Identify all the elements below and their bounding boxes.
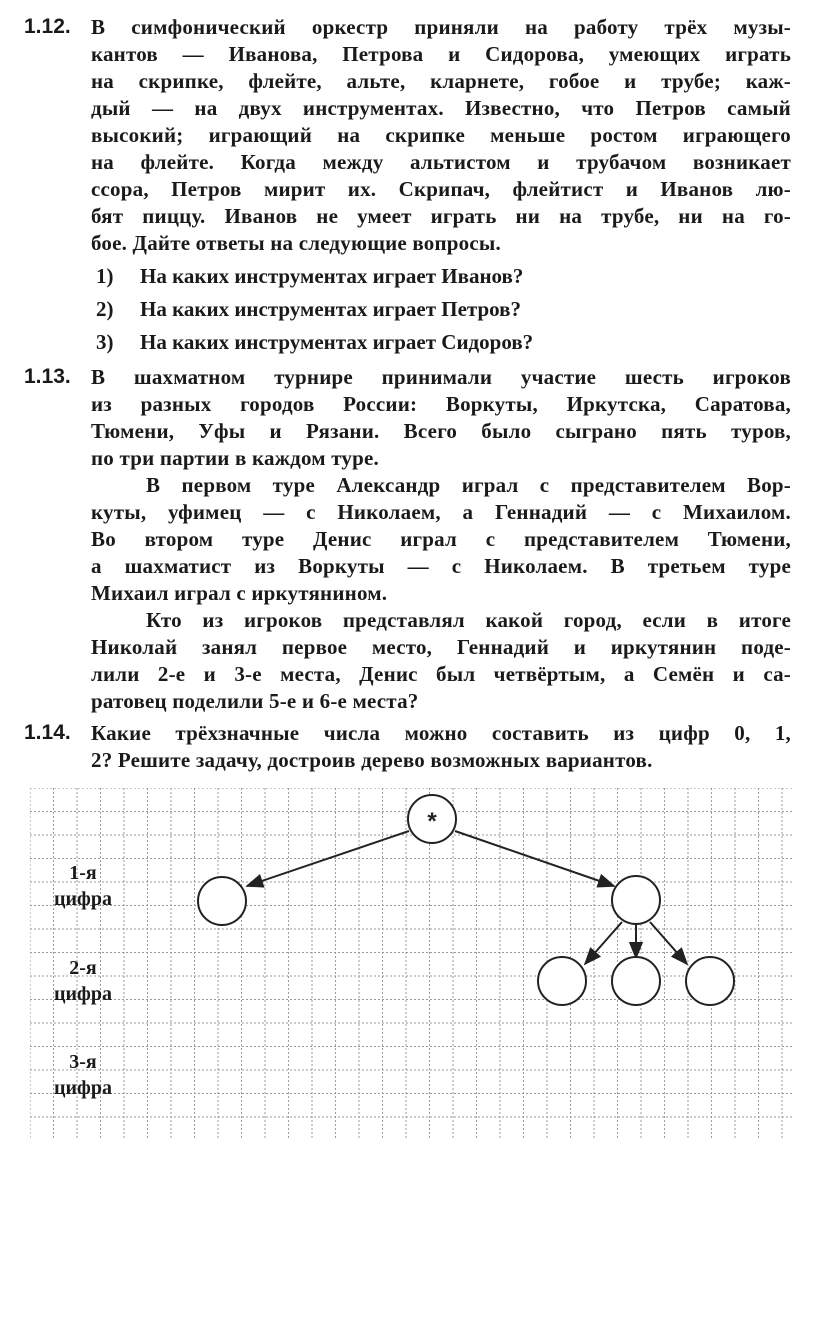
node-level2-c bbox=[686, 957, 734, 1005]
text-line: на флейте. Когда между альтистом и трубачом возникает bbox=[91, 150, 791, 174]
row-label-line: 2-я bbox=[69, 957, 97, 979]
text-line: Николай занял первое место, Геннадий и иркутянин поде- bbox=[91, 635, 791, 659]
text-line: куты, уфимец — с Николаем, а Геннадий — с Михаилом. bbox=[91, 500, 791, 524]
row-label-digit-1 bbox=[30, 860, 136, 912]
node-level1-left bbox=[198, 877, 246, 925]
row-label-line: цифра bbox=[53, 983, 112, 1005]
question-text: На каких инструментах играет Петров? bbox=[140, 297, 522, 321]
row-label-line: цифра bbox=[53, 888, 112, 910]
text-line: 2? Решите задачу, достроив дерево возможных вариантов. bbox=[91, 748, 653, 772]
problem-number: 1.12. bbox=[24, 15, 71, 38]
edge-right-child3 bbox=[650, 922, 687, 964]
text-line: а шахматист из Воркуты — с Николаем. В третьем туре bbox=[91, 554, 791, 578]
row-label-line: 3-я bbox=[69, 1051, 97, 1073]
text-line: Какие трёхзначные числа можно составить из цифр 0, 1, bbox=[91, 721, 791, 745]
question-text: На каких инструментах играет Иванов? bbox=[140, 264, 524, 288]
row-label-line: 1-я bbox=[69, 862, 97, 884]
text-line: В симфонический оркестр приняли на работу трёх музы- bbox=[91, 15, 791, 39]
tree-nodes bbox=[198, 795, 734, 1005]
node-level1-right bbox=[612, 876, 660, 924]
text-line: В шахматном турнире принимали участие шесть игроков bbox=[91, 365, 791, 389]
text-line: бят пиццу. Иванов не умеет играть ни на трубе, ни на го- bbox=[91, 204, 791, 228]
node-level2-b bbox=[612, 957, 660, 1005]
question-number: 1) bbox=[96, 264, 114, 288]
text-line: Во втором туре Денис играл с представителем Тюмени, bbox=[91, 527, 791, 551]
text-line: бое. Дайте ответы на следующие вопросы. bbox=[91, 231, 501, 255]
question-item bbox=[96, 263, 523, 289]
question-item bbox=[96, 329, 533, 355]
text-line: Кто из игроков представлял какой город, если в итоге bbox=[146, 608, 791, 632]
text-line: дый — на двух инструментах. Известно, что Петров самый bbox=[91, 96, 791, 120]
row-label-digit-2 bbox=[30, 955, 136, 1007]
question-number: 3) bbox=[96, 330, 114, 354]
text-line: из разных городов России: Воркуты, Иркутска, Саратова, bbox=[91, 392, 791, 416]
question-item bbox=[96, 296, 521, 322]
problem-number: 1.14. bbox=[24, 721, 71, 744]
text-line: Михаил играл с иркутянином. bbox=[91, 581, 388, 605]
grid-lines bbox=[30, 788, 794, 1140]
row-label-digit-3 bbox=[30, 1049, 136, 1101]
row-label-line: цифра bbox=[53, 1077, 112, 1099]
text-line: ратовец поделили 5-е и 6-е места? bbox=[91, 689, 419, 713]
edge-right-child1 bbox=[585, 922, 622, 964]
problem-number: 1.13. bbox=[24, 365, 71, 388]
text-line: по три партии в каждом туре. bbox=[91, 446, 379, 470]
question-number: 2) bbox=[96, 297, 114, 321]
grid-svg bbox=[30, 788, 794, 1140]
text-line: на скрипке, флейте, альте, кларнете, гобое и трубе; каж- bbox=[91, 69, 791, 93]
text-line: ссора, Петров мирит их. Скрипач, флейтист и Иванов лю- bbox=[91, 177, 791, 201]
text-line: лили 2-е и 3-е места, Денис был четвёртым, а Семён и са- bbox=[91, 662, 791, 686]
tree-diagram-grid bbox=[30, 788, 794, 1140]
text-line: высокий; играющий на скрипке меньше ростом играющего bbox=[91, 123, 791, 147]
text-line: Тюмени, Уфы и Рязани. Всего было сыграно пять туров, bbox=[91, 419, 791, 443]
root-label: * bbox=[427, 808, 437, 835]
text-line: кантов — Иванова, Петрова и Сидорова, умеющих играть bbox=[91, 42, 791, 66]
node-level2-a bbox=[538, 957, 586, 1005]
text-line: В первом туре Александр играл с представителем Вор- bbox=[146, 473, 791, 497]
question-text: На каких инструментах играет Сидоров? bbox=[140, 330, 534, 354]
